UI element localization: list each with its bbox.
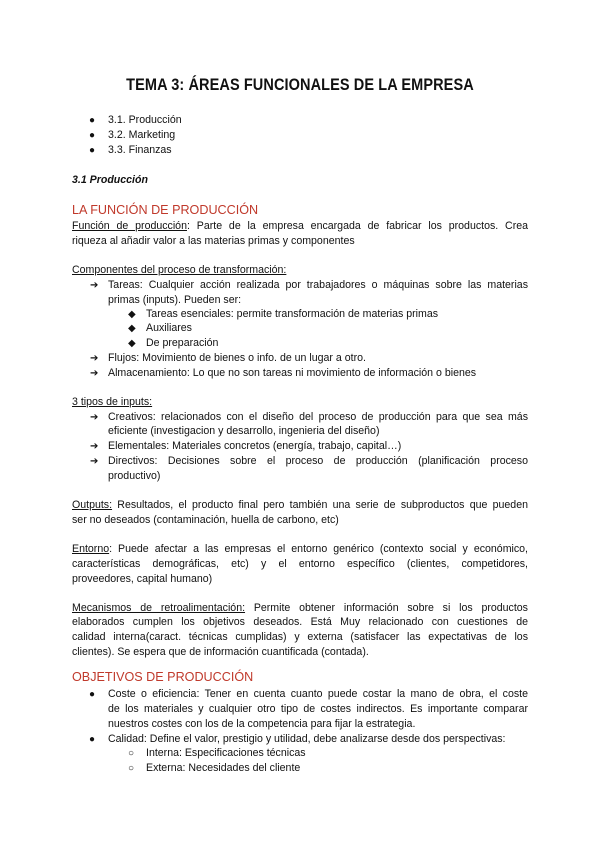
list-item-cont: nuestros costes con los de la competencia para fijar la estrategia. <box>108 718 416 730</box>
list-item-cont: de los materiales y cualquier otro tipo de costes indirectos. Es importante comparar <box>108 703 528 715</box>
list-item-cont: primas (inputs). Pueden ser: <box>108 294 242 306</box>
text: : Parte de la empresa encargada de fabricar los productos. Crea <box>186 220 529 232</box>
paragraph-line <box>72 498 528 513</box>
circle-bullet-icon: ○ <box>128 763 135 774</box>
bullet-icon: ● <box>89 689 96 700</box>
term: Outputs: <box>72 499 113 511</box>
paragraph-line: clientes). Se espera que de información cuantificada (contada). <box>72 646 369 658</box>
arrow-icon: ➔ <box>90 456 99 467</box>
sub-item: Interna: Especificaciones técnicas <box>146 747 306 759</box>
arrow-icon: ➔ <box>90 441 99 452</box>
circle-bullet-icon: ○ <box>128 748 135 759</box>
list-item: Tareas: Cualquier acción realizada por trabajadores o máquinas sobre las materias <box>108 279 528 291</box>
list-item: Coste o eficiencia: Tener en cuenta cuanto puede costar la mano de obra, el coste <box>108 688 528 700</box>
subheading: 3 tipos de inputs: <box>72 396 153 408</box>
paragraph-line <box>72 601 528 616</box>
paragraph-line: riqueza al añadir valor a las materias primas y componentes <box>72 235 355 247</box>
arrow-icon: ➔ <box>90 368 99 379</box>
toc-item: 3.3. Finanzas <box>108 144 172 156</box>
diamond-icon: ◆ <box>128 309 136 320</box>
paragraph-line: calidad interna(caract. técnicas cumplidas) y externa (satisfacer las expectativas de los <box>72 631 528 643</box>
sub-item: Tareas esenciales: permite transformación de materias primas <box>146 308 439 320</box>
diamond-icon: ◆ <box>128 323 136 334</box>
list-item: Directivos: Decisiones sobre el proceso de producción (planificación proceso <box>108 455 528 467</box>
term: Función de producción <box>72 220 187 232</box>
bullet-icon: ● <box>89 145 96 156</box>
sub-item: De preparación <box>146 337 219 349</box>
arrow-icon: ➔ <box>90 353 99 364</box>
bullet-icon: ● <box>89 734 96 745</box>
arrow-icon: ➔ <box>90 412 99 423</box>
arrow-icon: ➔ <box>90 280 99 291</box>
toc-item: 3.2. Marketing <box>108 129 176 141</box>
subheading: Componentes del proceso de transformación: <box>72 264 287 276</box>
section-heading: OBJETIVOS DE PRODUCCIÓN <box>72 670 254 684</box>
paragraph-line: proveedores, capital humano) <box>72 573 213 585</box>
paragraph-line <box>72 542 528 557</box>
list-item: Calidad: Define el valor, prestigio y utilidad, debe analizarse desde dos perspectivas: <box>108 733 506 745</box>
list-item-cont: eficiente (investigacion y desarrollo, ingenieria del diseño) <box>108 425 380 437</box>
diamond-icon: ◆ <box>128 338 136 349</box>
list-item: Elementales: Materiales concretos (energía, trabajo, capital…) <box>108 440 402 452</box>
sub-item: Externa: Necesidades del cliente <box>146 762 301 774</box>
page-title: TEMA 3: ÁREAS FUNCIONALES DE LA EMPRESA <box>126 76 474 94</box>
section-heading: LA FUNCIÓN DE PRODUCCIÓN <box>72 203 259 217</box>
text: Resultados, el producto final pero también una serie de subproductos que pueden <box>112 499 528 511</box>
bullet-icon: ● <box>89 130 96 141</box>
paragraph-line: elaborados cumplen los objetivos deseados. Está Muy relacionado con cuestiones de <box>72 616 528 628</box>
text: : Puede afectar a las empresas el entorno genérico (contexto social y económico, <box>109 543 528 555</box>
paragraph-line: ser no deseados (contaminación, huella de carbono, etc) <box>72 514 339 526</box>
subsection-title: 3.1 Producción <box>72 174 148 186</box>
sub-item: Auxiliares <box>146 322 192 334</box>
term: Mecanismos de retroalimentación: <box>72 602 246 614</box>
text: Permite obtener información sobre si los productos <box>245 602 528 614</box>
list-item-cont: productivo) <box>108 470 161 482</box>
list-item: Creativos: relacionados con el diseño del proceso de producción para que sea más <box>108 411 528 423</box>
list-item: Flujos: Movimiento de bienes o info. de un lugar a otro. <box>108 352 366 364</box>
term: Entorno <box>72 543 110 555</box>
bullet-icon: ● <box>89 115 96 126</box>
list-item: Almacenamiento: Lo que no son tareas ni movimiento de información o bienes <box>108 367 477 379</box>
paragraph-line: características demográficas, etc) y el entorno específico (clientes, competidores, <box>72 558 528 570</box>
paragraph-line <box>72 219 528 234</box>
toc-item: 3.1. Producción <box>108 114 182 126</box>
